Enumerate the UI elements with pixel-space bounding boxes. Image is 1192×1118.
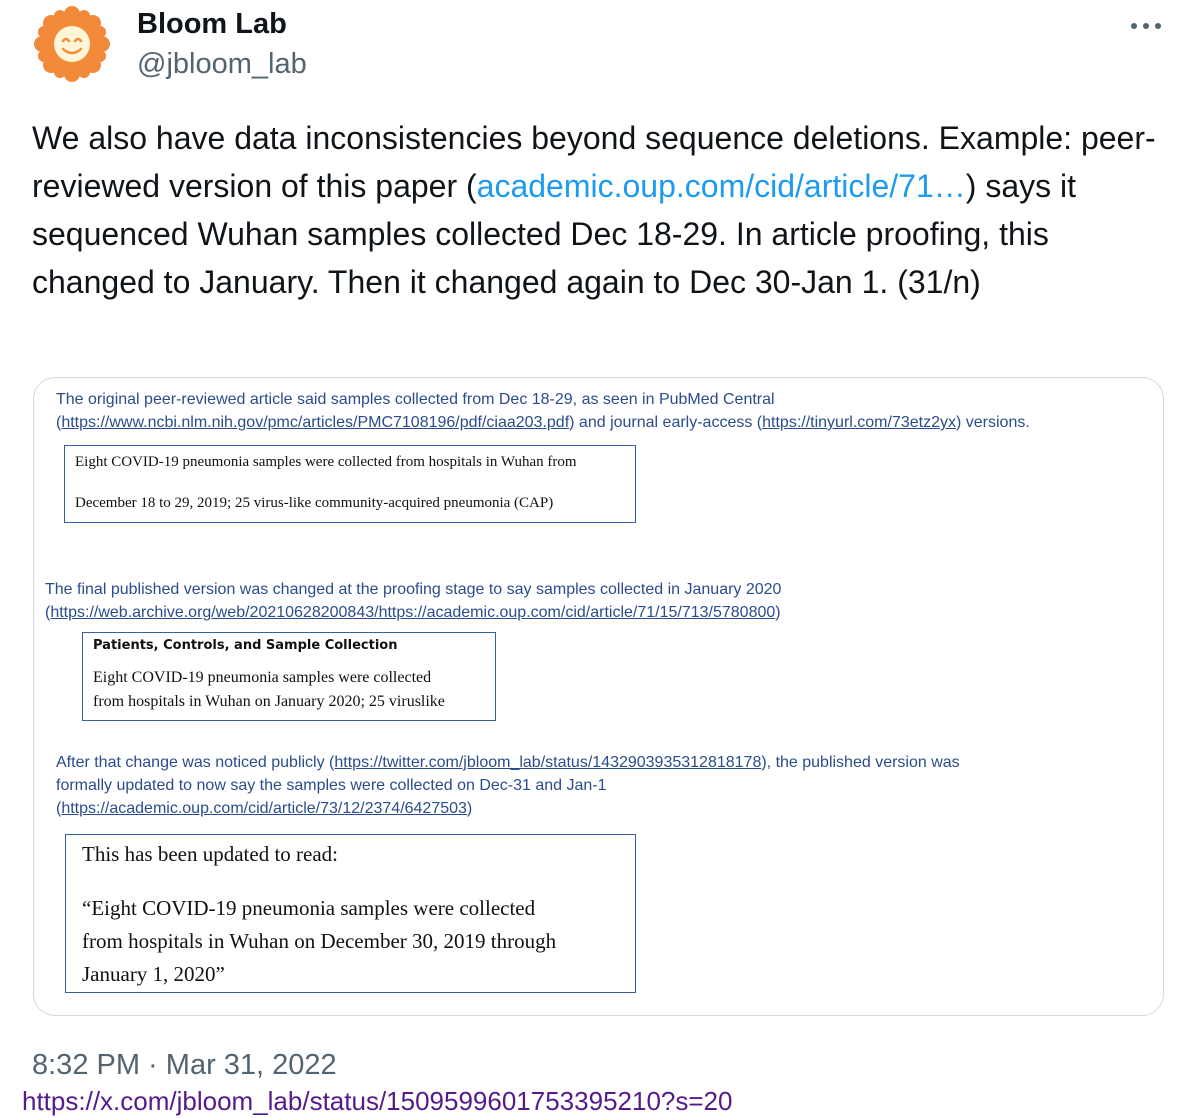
correction-link[interactable]: https://academic.oup.com/cid/article/73/12/2374/6427503 (61, 800, 467, 817)
status-url[interactable]: https://x.com/jbloom_lab/status/1509599601753395210?s=20 (22, 1086, 733, 1116)
tinyurl-link[interactable]: https://tinyurl.com/73etz2yx (762, 414, 956, 431)
excerpt-line: January 1, 2020” (82, 962, 225, 986)
section2-caption-line: The final published version was changed at the proofing stage to say samples collected in January 2020 (45, 581, 782, 598)
original-excerpt-box (64, 445, 636, 523)
tweet-timestamp (32, 1049, 337, 1082)
caption-text: ) and journal early-access ( (569, 414, 763, 431)
tweet-text (32, 114, 1172, 306)
smiling-sun-icon (32, 4, 112, 84)
excerpt-line: Eight COVID-19 pneumonia samples were collected (93, 669, 432, 686)
article-link[interactable]: academic.oup.com/cid/article/71… (476, 168, 966, 204)
pmc-link[interactable]: https://www.ncbi.nlm.nih.gov/pmc/articles/PMC7108196/pdf/ciaa203.pdf (61, 414, 570, 431)
section3-caption-line (56, 751, 960, 774)
more-options-button[interactable] (1128, 14, 1164, 38)
author-name[interactable]: Bloom Lab (137, 8, 287, 40)
tweet-text-part: We also have data inconsistencies beyond sequence deletions. Example: peer-reviewed version of this paper ( (32, 120, 1156, 204)
excerpt-heading: Patients, Controls, and Sample Collection (93, 638, 398, 653)
caption-text: ) (775, 604, 781, 621)
excerpt-line: “Eight COVID-19 pneumonia samples were collected (82, 896, 536, 920)
caption-text: ) (466, 800, 473, 817)
tweet-text-part: ) says it sequenced Wuhan samples collected Dec 18-29. In article proofing, this changed to January. Then it changed again to Dec 30-Jan 1. (31/n) (32, 168, 1076, 300)
excerpt-line: Eight COVID-19 pneumonia samples were collected from hospitals in Wuhan from (75, 454, 577, 470)
excerpt-line: December 18 to 29, 2019; 25 virus-like community-acquired pneumonia (CAP) (75, 495, 554, 511)
timestamp-separator: · (140, 1049, 166, 1081)
more-horizontal-icon (1128, 14, 1164, 38)
attached-image[interactable] (33, 377, 1164, 1016)
section3-caption-line (56, 797, 472, 820)
section2-caption-line (45, 601, 781, 624)
caption-text: ) versions. (955, 414, 1030, 431)
updated-excerpt-box (65, 834, 636, 993)
timestamp-time[interactable]: 8:32 PM (32, 1049, 140, 1081)
timestamp-date[interactable]: Mar 31, 2022 (165, 1049, 337, 1081)
excerpt-line: from hospitals in Wuhan on December 30, 2019 through (82, 929, 557, 953)
section3-caption-line: formally updated to now say the samples were collected on Dec-31 and Jan-1 (56, 777, 607, 794)
caption-text: ), the published version was (761, 754, 960, 771)
archive-link[interactable]: https://web.archive.org/web/20210628200843/https://academic.oup.com/cid/article/71/15/713/5780800 (50, 604, 776, 621)
caption-text: ( (56, 800, 62, 817)
twitter-status-link[interactable]: https://twitter.com/jbloom_lab/status/1432903935312818178 (334, 754, 762, 771)
caption-text: After that change was noticed publicly ( (56, 754, 335, 771)
caption-text: ( (45, 604, 51, 621)
proof-excerpt-box (82, 632, 496, 721)
avatar[interactable] (32, 4, 112, 84)
section1-caption-line (56, 411, 1030, 434)
section1-caption-line: The original peer-reviewed article said samples collected from Dec 18-29, as seen in PubMed Central (56, 391, 775, 408)
excerpt-heading: This has been updated to read: (82, 842, 338, 866)
author-handle[interactable]: @jbloom_lab (137, 48, 307, 80)
caption-text: ( (56, 414, 62, 431)
excerpt-line: from hospitals in Wuhan on January 2020; 25 viruslike (93, 693, 445, 710)
